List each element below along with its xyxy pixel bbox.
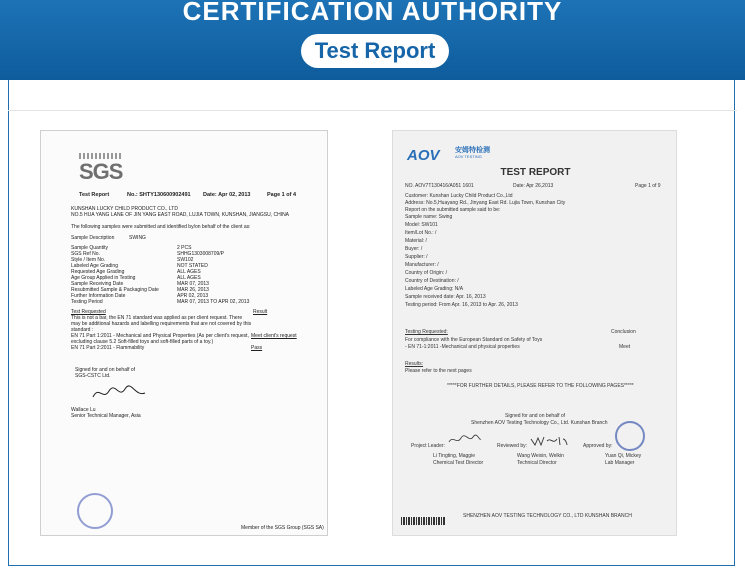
sgs-stamp-icon [77, 493, 113, 529]
sgs-result-value: Meet client's request [251, 333, 297, 339]
aov-field: Item/Lot No.: / [405, 230, 437, 236]
sgs-field-label: Requested Age Grading [71, 269, 125, 275]
aov-conclusion: Conclusion [611, 329, 636, 335]
sgs-test-line: EN 71 Part 2:2011 - Flammability [71, 345, 145, 351]
aov-report-line: Report on the submitted sample said to be: [405, 207, 501, 213]
sgs-field-value: MAR 07, 2013 TO APR 02, 2013 [177, 299, 250, 305]
sgs-test-line: EN 71 Part 1:2011 - Mechanical and Physical Properties (As per client's request, [71, 333, 249, 339]
sgs-field-value: 2 PCS [177, 245, 192, 251]
aov-report-date: Date: Apr 26,2013 [513, 183, 554, 189]
aov-field: Sample received date: Apr. 16, 2013 [405, 294, 486, 300]
aov-footer: SHENZHEN AOV TESTING TECHNOLOGY CO., LTD KUNSHAN BRANCH [463, 513, 632, 519]
aov-logo: AOV [407, 147, 440, 164]
aov-results-note: Please refer to the next pages [405, 368, 472, 374]
sgs-test-note: standard : [71, 327, 94, 333]
sgs-intro: The following samples were submitted and identified by/on behalf of the client as: [71, 224, 251, 230]
aov-field: Country of Destination: / [405, 278, 459, 284]
aov-field: Sample name: Swing [405, 214, 453, 220]
sgs-result-heading: Result [253, 309, 268, 315]
sgs-field-value: APR 02, 2013 [177, 293, 209, 299]
sgs-field-value: ALL AGES [177, 275, 201, 281]
signature-welkin-icon [529, 433, 569, 447]
aov-compliance: For compliance with the European Standard on Safety of Toys [405, 337, 543, 343]
sgs-field-label: Style / Item No. [71, 257, 106, 263]
sgs-field-value: SHHG1303008709/P [177, 251, 224, 257]
sgs-field-label: Sample Quantity [71, 245, 108, 251]
sgs-footer: Member of the SGS Group (SGS SA) [241, 525, 324, 531]
aov-field: Supplier: / [405, 254, 428, 260]
sgs-field-value: NOT STATED [177, 263, 208, 269]
sgs-field-label: Resubmitted Sample & Packaging Date [71, 287, 159, 293]
signature-maggie-icon [447, 433, 483, 445]
barcode-icon [401, 517, 445, 525]
aov-logo-en: AOV TESTING [455, 154, 482, 159]
aov-address: Address: No.5,Huayang Rd., Jinyang East Rd. Lujia Town, Kunshan City [405, 200, 566, 206]
sgs-sample-desc-value: SWING [129, 235, 146, 241]
aov-field: Material: / [405, 238, 427, 244]
aov-test-report [392, 130, 677, 536]
sgs-signer-title: Senior Technical Manager, Asia [71, 413, 141, 419]
banner-title: CERTIFICATION AUTHORITY [182, 0, 563, 26]
sgs-field-value: ALL AGES [177, 269, 201, 275]
sgs-logo: SGS [79, 159, 123, 184]
aov-field: Labeled Age Grading: N/A [405, 286, 464, 292]
sgs-signed-line: SGS-CSTC Ltd. [75, 373, 111, 379]
aov-person-title: Technical Director [517, 460, 557, 466]
sgs-report-date: Date: Apr 02, 2013 [203, 192, 251, 198]
sgs-report-number: No.: SHTY130600902491 [127, 192, 191, 198]
sgs-test-requested: Test Requested [71, 309, 106, 315]
sgs-address: NO.5 HUA YANG LANE OF JIN YANG EAST ROAD, LUJIA TOWN, KUNSHAN, JIANGSU, CHINA [71, 212, 290, 218]
aov-report-number: NO. AOV7T130416/A051 1601 [405, 183, 474, 189]
aov-further-details: *****FOR FURTHER DETAILS, PLEASE REFER TO THE FOLLOWING PAGES***** [447, 383, 634, 389]
aov-field: Country of Origin: / [405, 270, 447, 276]
aov-field: Buyer: / [405, 246, 423, 252]
aov-signed-line: Signed for and on behalf of [505, 413, 566, 419]
aov-person-name: Li Tingting, Maggie [433, 453, 475, 459]
sgs-report-heading: Test Report [79, 192, 110, 198]
aov-report-title: TEST REPORT [500, 167, 571, 178]
aov-person-name: Yuan Qi, Mickey [605, 453, 642, 459]
aov-reviewed-by-label: Reviewed by: [497, 443, 528, 449]
divider [8, 110, 737, 111]
sgs-field-label: Sample Receiving Date [71, 281, 124, 287]
sgs-field-label: SGS Ref No. [71, 251, 100, 257]
aov-person-title: Chemical Test Director [433, 460, 484, 466]
sgs-test-note: This is not a bar, the EN 71 standard was applied as per client request. There [71, 315, 243, 321]
sgs-page-number: Page 1 of 4 [267, 192, 297, 198]
sgs-field-label: Age Group Applied in Testing [71, 275, 136, 281]
aov-person-name: Wang Weixin, Welkin [517, 453, 564, 459]
aov-testing-requested: Testing Requested: [405, 329, 448, 335]
aov-page-number: Page 1 of 9 [635, 183, 661, 189]
aov-stamp-icon [615, 421, 645, 451]
sgs-field-label: Further Information Date [71, 293, 126, 299]
subtitle-label: Test Report [314, 38, 436, 63]
aov-field: Manufacturer: / [405, 262, 439, 268]
sgs-sample-desc-label: Sample Description [71, 235, 115, 241]
sgs-test-note: may be additional hazards and labelling requirements that are not covered by this [71, 321, 252, 327]
aov-person-title: Lab Manager [605, 460, 635, 466]
sgs-field-value: SW102 [177, 257, 194, 263]
sgs-field-label: Testing Period [71, 299, 103, 305]
sgs-test-report [40, 130, 328, 536]
aov-customer: Customer: Kunshan Lucky Child Product Co.,Ltd [405, 193, 513, 199]
aov-meet: Meet [619, 344, 631, 350]
sgs-signer-name: Wallace Lu [71, 407, 96, 413]
sgs-field-value: MAR 07, 2013 [177, 281, 209, 287]
sgs-result-value: Pass [251, 345, 263, 351]
subtitle-pill [301, 34, 449, 68]
sgs-company: KUNSHAN LUCKY CHILD PRODUCT CO., LTD [71, 206, 178, 212]
aov-field: Testing period: From Apr. 16, 2013 to Apr. 26, 2013 [405, 302, 518, 308]
aov-project-leader-label: Project Leader: [411, 443, 445, 449]
aov-logo-cn: 安姆特检测 [455, 147, 490, 154]
aov-results-heading: Results: [405, 361, 424, 367]
sgs-signature-icon [89, 383, 149, 403]
aov-field: Model: SW101 [405, 222, 438, 228]
aov-en71: - EN 71-1:2011 -Mechanical and physical properties [405, 344, 520, 350]
aov-approved-by-label: Approved by: [583, 443, 613, 449]
aov-signed-line: Shenzhen AOV Testing Technology Co., Ltd. Kunshan Branch [471, 420, 608, 426]
sgs-field-value: MAR 26, 2013 [177, 287, 209, 293]
header-banner [0, 0, 745, 80]
sgs-test-line: excluding clause 5.2 Soft-filled toys and soft-filled parts of a toy.) [71, 339, 214, 345]
sgs-signed-line: Signed for and on behalf of [75, 367, 136, 373]
sgs-field-label: Labeled Age Grading [71, 263, 118, 269]
